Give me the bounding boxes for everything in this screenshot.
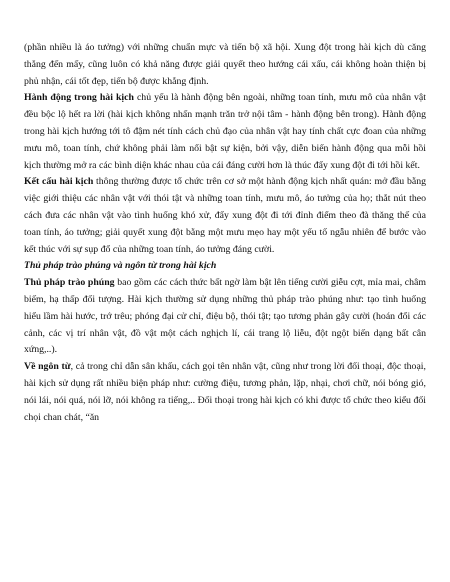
paragraph-satire-techniques	[24, 275, 426, 359]
paragraph-comedy-action	[24, 90, 426, 174]
document-body	[24, 40, 426, 426]
paragraph-conflict-resolution	[24, 40, 426, 90]
paragraph-text: bao gồm các cách thức bất ngờ làm bật lên tiếng cười giễu cợt, mỉa mai, châm biếm, hạ thấp đối tượng. Hài kịch thường sử dụng những thủ pháp trào phúng như: tạo tình huống hiểu lầm hài hước, trớ trêu; phóng đại cử chỉ, điệu bộ, thói tật; tạo tương phản gây cười (hoán đổi các cảnh, các vị trí nhân vật, đồ vật một cách nghịch lí, cái trang lộ liễu, đột ngột biến dạng bất cân xứng,..).	[24, 277, 426, 356]
term-ngon-tu: Về ngôn từ	[24, 361, 71, 373]
section-heading-text: Thủ pháp trào phúng và ngôn từ trong hài kịch	[24, 260, 217, 272]
paragraph-language	[24, 359, 426, 426]
section-heading	[24, 258, 426, 275]
term-thu-phap: Thủ pháp trào phúng	[24, 277, 115, 289]
paragraph-text: chủ yếu là hành động bên ngoài, những toan tính, mưu mô của nhân vật đều bộc lộ hết ra lời (hài kịch không nhấn mạnh trăn trở nội tâm - hành động bên trong). Hành động trong hài kịch hướng tới tô đậm nét tính cách chủ đạo của nhân vật hay tính chất cực đoan của những mưu mô, toan tính, chứ không phải làm nổi bật sự kiện, bởi vậy, diễn biến hành động qua mỗi hồi kịch thường mở ra các bình diện khác nhau của cái đáng cười hơn là thúc đẩy xung đột đi tới hồi kết.	[24, 92, 427, 171]
paragraph-text: (phần nhiều là áo tưởng) với những chuẩn mực và tiến bộ xã hội. Xung đột trong hài kịch dù căng thẳng đến mấy, cũng luôn có khả năng được giải quyết theo hướng cái xấu, cái không hoàn thiện bị phủ nhận, cái tốt đẹp, tiến bộ được khẳng định.	[24, 42, 426, 87]
term-hanh-dong: Hành động trong hài kịch	[24, 92, 134, 104]
paragraph-text: , cả trong chỉ dẫn sân khấu, cách gọi tên nhân vật, cũng như trong lời đối thoại, độc thoại, hài kịch sử dụng rất nhiều biện pháp như: cường điệu, tương phản, lặp, nhại, chơi chữ, nói bóng gió, nói lái, nói quá, nói lỡ, nói không ra tiếng,.. Đối thoại trong hài kịch có khi được tổ chức theo kiểu đối chọi chan chát, “ăn	[24, 361, 426, 423]
paragraph-text: thông thường được tổ chức trên cơ sở một hành động kịch nhất quán: mở đầu bằng việc giới thiệu các nhân vật với thói tật và những toan tính, mưu mô, áo tưởng của họ; thắt nút theo cách đưa các nhân vật vào tình huống khó xử, đẩy xung đột đi tới đỉnh điểm theo đà thăng thế của toan tính, áo tưởng; giải quyết xung đột bằng một mưu mẹo hay một yếu tố ngẫu nhiên để bước vào kết thúc với sự sụp đổ của những toan tính, áo tưởng đáng cười.	[24, 176, 426, 255]
paragraph-comedy-structure	[24, 174, 426, 258]
term-ket-cau: Kết cấu hài kịch	[24, 176, 94, 188]
